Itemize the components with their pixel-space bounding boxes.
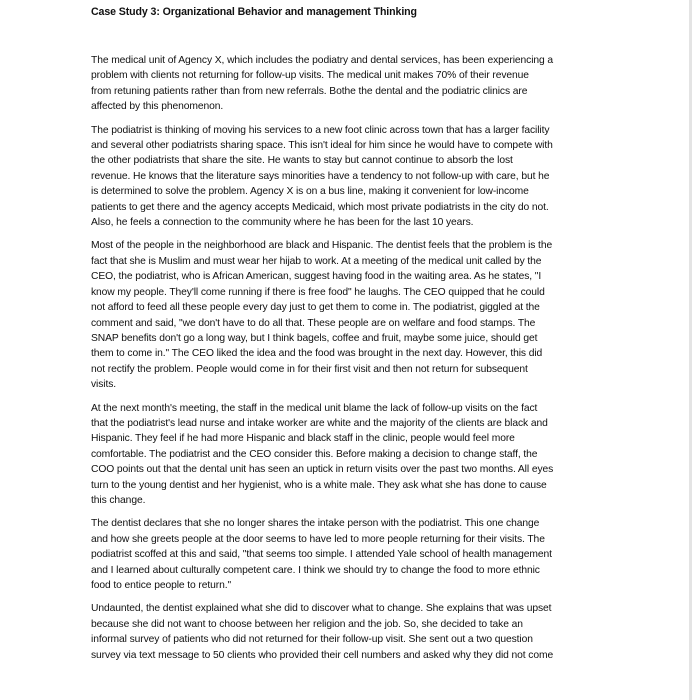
paragraph-1 (91, 53, 611, 115)
text-line: revenue. He knows that the literature says minorities have a tendency to not follow-up with care, but he (91, 170, 550, 182)
text-line: affected by this phenomenon. (91, 101, 224, 113)
text-line: fact that she is Muslim and must wear her hijab to work. At a meeting of the medical unit called by the (91, 255, 542, 267)
paragraph-2 (91, 123, 611, 231)
text-line: podiatrist scoffed at this and said, "that seems too simple. I attended Yale school of health management (91, 549, 552, 561)
text-line: Hispanic. They feel if he had more Hispanic and black staff in the clinic, people would feel more (91, 433, 515, 445)
text-line: The podiatrist is thinking of moving his services to a new foot clinic across town that has a larger facility (91, 124, 550, 136)
text-line: The dentist declares that she no longer shares the intake person with the podiatrist. This one change (91, 518, 540, 530)
text-line: visits. (91, 379, 117, 391)
text-line: comment and said, "we don't have to do all that. These people are on welfare and food stamps. The (91, 317, 536, 329)
text-line: informal survey of patients who did not returned for their follow-up visit. She sent out a two question (91, 634, 533, 646)
text-line: because she did not want to choose between her religion and the job. So, she decided to take an (91, 618, 523, 630)
paragraph-4 (91, 401, 611, 509)
text-line: them to come in." The CEO liked the idea and the food was brought in the next day. However, this did (91, 348, 543, 360)
text-line: comfortable. The podiatrist and the CEO consider this. Before making a decision to change staff, the (91, 448, 538, 460)
text-line: turn to the young dentist and her hygienist, who is a white male. They ask what she has done to cause (91, 479, 547, 491)
text-line: patients to get there and the agency accepts Medicaid, which most private podiatrists in the city do not. (91, 201, 549, 213)
text-line: the other podiatrists that share the site. He wants to stay but cannot continue to absorb the lost (91, 155, 513, 167)
text-line: not rectify the problem. People would come in for their first visit and then not return for subsequent (91, 363, 528, 375)
text-line: food to entice people to return." (91, 580, 232, 591)
text-line: Also, he feels a connection to the community where he has been for the last 10 years. (91, 217, 474, 229)
text-line: and I learned about culturally competent care. I think we should try to change the food to more ethnic (91, 564, 540, 576)
text-line: from retuning patients rather than from new referrals. Bothe the dental and the podiatric clinics are (91, 85, 528, 97)
text-line: Undaunted, the dentist explained what she did to discover what to change. She explains that was upset (91, 603, 552, 615)
text-line: COO points out that the dental unit has seen an uptick in return visits over the past two months. All eyes (91, 464, 554, 476)
text-line: The medical unit of Agency X, which includes the podiatry and dental services, has been experiencing a (91, 55, 554, 66)
text-line: survey via text message to 50 clients who provided their cell numbers and asked why they did not come (91, 649, 554, 661)
paragraph-6 (91, 601, 611, 663)
text-line: that the podiatrist's lead nurse and intake worker are white and the majority of the clients are black and (91, 417, 548, 429)
document-body (91, 53, 611, 671)
document-title: Case Study 3: Organizational Behavior and management Thinking (91, 6, 417, 18)
text-line: problem with clients not returning for follow-up visits. The medical unit makes 70% of their revenue (91, 70, 529, 82)
text-line: SNAP benefits don't go a long way, but I think bagels, coffee and fruit, maybe some juice, should get (91, 332, 538, 344)
text-line: not afford to feed all these people every day just to get them to come in. The podiatrist, giggled at the (91, 302, 540, 314)
text-line: this change. (91, 494, 146, 506)
paragraph-5 (91, 516, 611, 593)
text-line: know my people. They'll come running if there is free food" he laughs. The CEO quipped that he could (91, 286, 545, 298)
paragraph-3 (91, 238, 611, 392)
text-line: Most of the people in the neighborhood are black and Hispanic. The dentist feels that the problem is the (91, 240, 553, 252)
text-line: and several other podiatrists sharing space. This isn't ideal for him since he would have to compete with (91, 140, 553, 152)
text-line: and how she greets people at the door seems to have led to more people returning for their visits. The (91, 533, 545, 545)
text-line: CEO, the podiatrist, who is African American, suggest having food in the waiting area. As he states, "I (91, 271, 542, 283)
text-line: is determined to solve the problem. Agency X is on a bus line, making it convenient for low-income (91, 186, 529, 198)
text-line: At the next month's meeting, the staff in the medical unit blame the lack of follow-up visits on the fact (91, 402, 538, 414)
